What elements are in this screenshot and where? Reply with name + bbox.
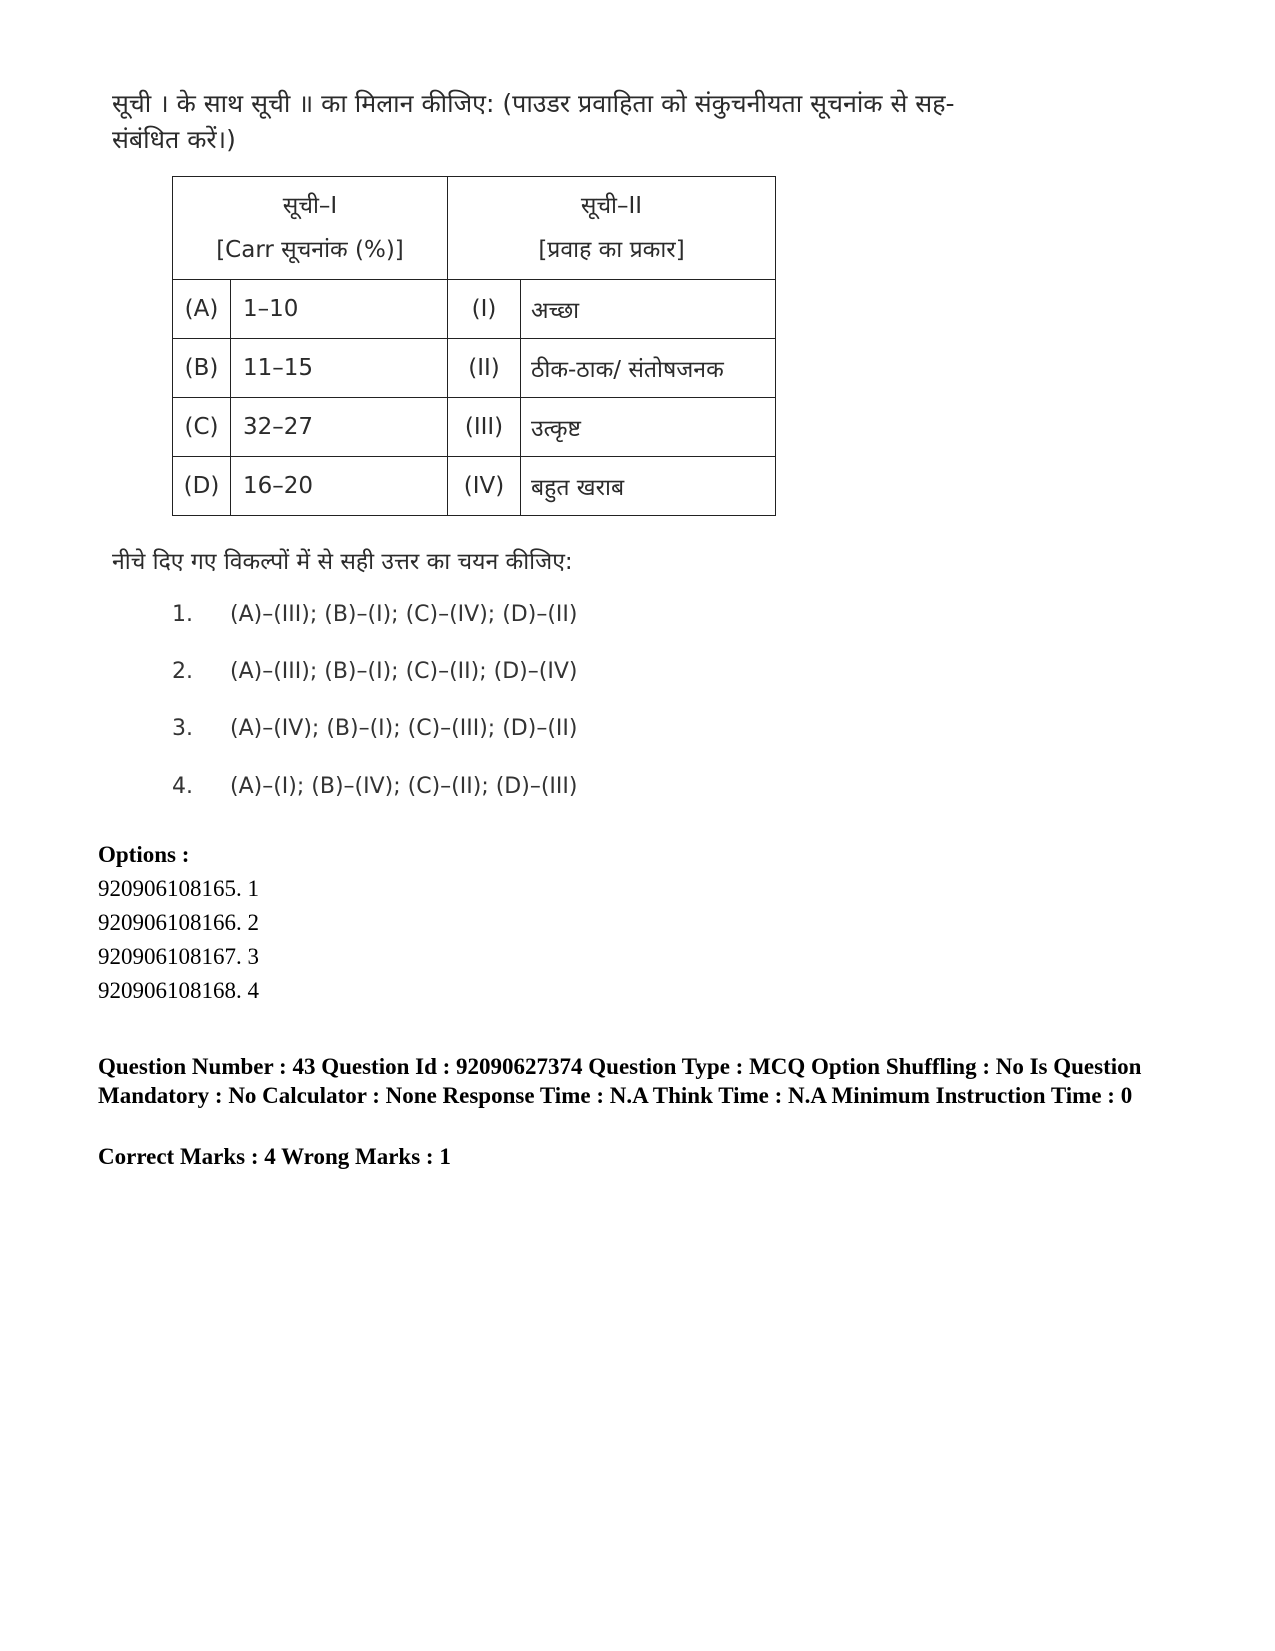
row-roman: (IV) (448, 457, 521, 516)
option-item: 920906108167. 3 (98, 944, 259, 969)
row-roman: (II) (448, 339, 521, 398)
choice-text: (A)–(III); (B)–(I); (C)–(IV); (D)–(II) (230, 602, 578, 627)
row-flow-type: ठीक-ठाक/ संतोषजनक (521, 339, 776, 398)
row-carr-value: 32–27 (231, 398, 448, 457)
row-carr-value: 16–20 (231, 457, 448, 516)
row-roman: (I) (448, 280, 521, 339)
list-2-header (448, 177, 776, 280)
list-1-subtitle: [Carr सूचनांक (%)] (216, 237, 404, 263)
row-roman: (III) (448, 398, 521, 457)
list-2-subtitle: [प्रवाह का प्रकार] (538, 237, 685, 263)
table-row (173, 280, 776, 339)
choice-number: 3. (172, 716, 193, 741)
choice-text: (A)–(IV); (B)–(I); (C)–(III); (D)–(II) (230, 716, 578, 741)
list-1-title: सूची–I (282, 193, 338, 219)
question-prompt: सूची । के साथ सूची ॥ का मिलान कीजिए: (पाउडर प्रवाहिता को संकुचनीयता सूचनांक से सह-संबंधित करें।) (112, 89, 955, 154)
choice-number: 1. (172, 602, 193, 627)
row-letter: (C) (173, 398, 231, 457)
choice-number: 2. (172, 659, 193, 684)
option-item: 920906108168. 4 (98, 978, 259, 1003)
row-flow-type: अच्छा (521, 280, 776, 339)
choice-item (172, 716, 577, 741)
row-letter: (A) (173, 280, 231, 339)
table-row (173, 457, 776, 516)
row-letter: (D) (173, 457, 231, 516)
choice-item (172, 602, 577, 627)
row-flow-type: उत्कृष्ट (521, 398, 776, 457)
choice-item (172, 774, 577, 799)
table-row (173, 398, 776, 457)
choice-item (172, 659, 577, 684)
table-header-row (173, 177, 776, 280)
list-1-header (173, 177, 448, 280)
question-meta: Question Number : 43 Question Id : 92090627374 Question Type : MCQ Option Shuffling : No Is Question Mandatory : No Calculator : None Response Time : N.A Think Time : N.A Minimum Instruction Time : 0 (98, 1054, 1142, 1108)
choice-text: (A)–(III); (B)–(I); (C)–(II); (D)–(IV) (230, 659, 578, 684)
option-item: 920906108165. 1 (98, 876, 259, 901)
answer-instruction: नीचे दिए गए विकल्पों में से सही उत्तर का चयन कीजिए: (112, 549, 573, 575)
row-carr-value: 11–15 (231, 339, 448, 398)
table-row (173, 339, 776, 398)
option-item: 920906108166. 2 (98, 910, 259, 935)
row-carr-value: 1–10 (231, 280, 448, 339)
row-letter: (B) (173, 339, 231, 398)
choice-text: (A)–(I); (B)–(IV); (C)–(II); (D)–(III) (230, 774, 578, 799)
options-title: Options : (98, 842, 190, 867)
choice-number: 4. (172, 774, 193, 799)
marks-info: Correct Marks : 4 Wrong Marks : 1 (98, 1144, 451, 1169)
row-flow-type: बहुत खराब (521, 457, 776, 516)
list-2-title: सूची–II (580, 193, 643, 219)
match-table (172, 176, 776, 516)
